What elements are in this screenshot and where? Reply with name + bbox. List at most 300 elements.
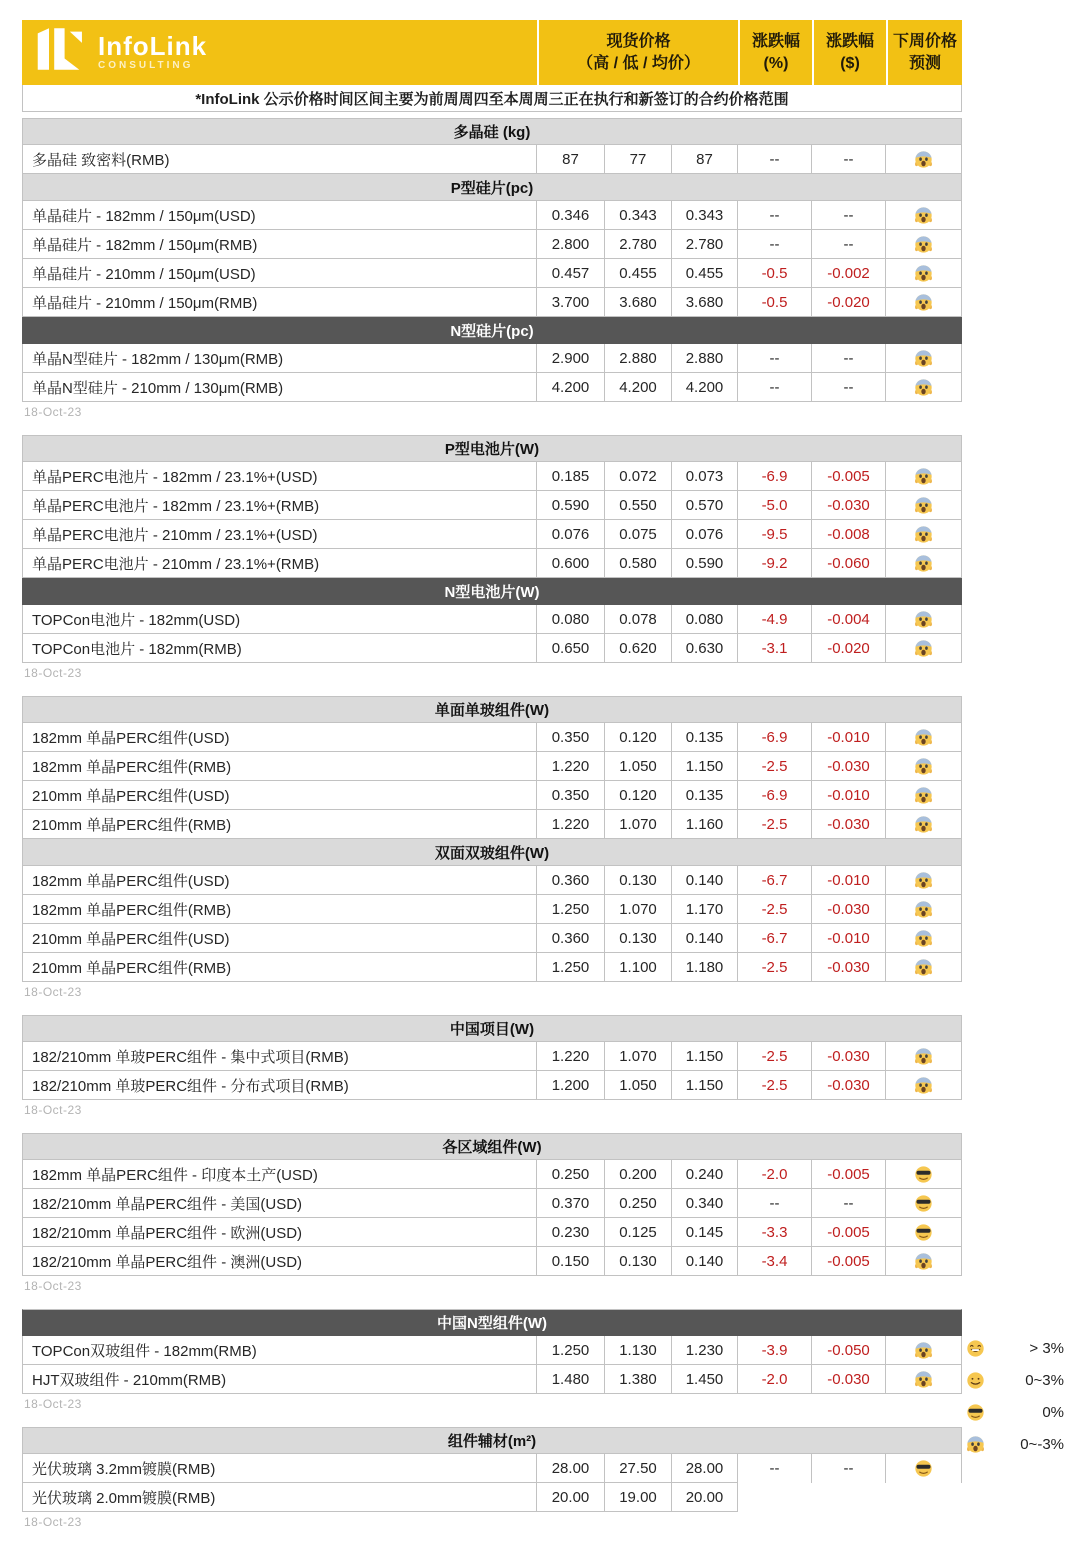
scream-emoji-icon	[914, 1370, 933, 1389]
date-stamp: 18-Oct-23	[24, 1279, 82, 1293]
legend-label: 0%	[1042, 1403, 1064, 1421]
scream-emoji-icon	[914, 639, 933, 658]
change-pct: --	[738, 230, 812, 259]
high-price: 0.360	[537, 866, 605, 895]
legend-label: 0~-3%	[1020, 1435, 1064, 1453]
low-price: 1.070	[605, 895, 672, 924]
scream-emoji-icon	[966, 1435, 985, 1454]
change-pct	[738, 1483, 812, 1512]
scream-emoji-icon	[914, 293, 933, 312]
avg-price: 0.590	[672, 549, 738, 578]
table-row	[22, 145, 962, 174]
high-price: 0.346	[537, 201, 605, 230]
product-label: 单晶PERC电池片 - 210mm / 23.1%+(USD)	[22, 520, 537, 549]
change-pct: -9.2	[738, 549, 812, 578]
change-usd	[812, 1483, 886, 1512]
section-header: N型硅片(pc)	[22, 317, 962, 344]
change-pct: -4.9	[738, 605, 812, 634]
change-pct: -2.0	[738, 1160, 812, 1189]
avg-price: 87	[672, 145, 738, 174]
high-price: 2.800	[537, 230, 605, 259]
product-label: 182/210mm 单晶PERC组件 - 澳洲(USD)	[22, 1247, 537, 1276]
change-usd: --	[812, 201, 886, 230]
product-label: HJT双玻组件 - 210mm(RMB)	[22, 1365, 537, 1394]
high-price: 3.700	[537, 288, 605, 317]
high-price: 0.600	[537, 549, 605, 578]
change-pct: -6.9	[738, 462, 812, 491]
low-price: 77	[605, 145, 672, 174]
low-price: 1.070	[605, 810, 672, 839]
product-label: 210mm 单晶PERC组件(RMB)	[22, 953, 537, 982]
price-block	[22, 435, 962, 684]
low-price: 0.078	[605, 605, 672, 634]
date-stamp: 18-Oct-23	[24, 985, 82, 999]
avg-price: 1.170	[672, 895, 738, 924]
high-price: 1.480	[537, 1365, 605, 1394]
high-price: 0.150	[537, 1247, 605, 1276]
high-price: 1.220	[537, 752, 605, 781]
legend-item	[966, 1369, 1064, 1391]
forecast-cell	[886, 344, 962, 373]
scream-emoji-icon	[914, 929, 933, 948]
change-usd: -0.005	[812, 462, 886, 491]
change-usd-subtitle: ($)	[840, 54, 860, 72]
forecast-cell	[886, 373, 962, 402]
low-price: 0.130	[605, 924, 672, 953]
change-usd: -0.030	[812, 752, 886, 781]
change-pct: -3.1	[738, 634, 812, 663]
table-row	[22, 1042, 962, 1071]
change-pct: -0.5	[738, 259, 812, 288]
change-usd: -0.030	[812, 810, 886, 839]
avg-price: 1.150	[672, 1071, 738, 1100]
change-usd: -0.010	[812, 723, 886, 752]
change-pct: -6.9	[738, 781, 812, 810]
avg-price: 20.00	[672, 1483, 738, 1512]
high-price: 0.230	[537, 1218, 605, 1247]
table-row	[22, 201, 962, 230]
avg-price: 0.630	[672, 634, 738, 663]
high-price: 20.00	[537, 1483, 605, 1512]
section-header: 各区域组件(W)	[22, 1133, 962, 1160]
grin-emoji-icon	[966, 1339, 985, 1358]
product-label: 182mm 单晶PERC组件(RMB)	[22, 895, 537, 924]
table-row	[22, 1336, 962, 1365]
cool-emoji-icon	[914, 1459, 933, 1478]
change-usd: -0.020	[812, 634, 886, 663]
scream-emoji-icon	[914, 1252, 933, 1271]
high-price: 0.590	[537, 491, 605, 520]
table-row	[22, 491, 962, 520]
forecast-cell	[886, 1483, 962, 1512]
price-block	[22, 1427, 962, 1533]
change-pct: -2.5	[738, 810, 812, 839]
change-usd: -0.005	[812, 1247, 886, 1276]
avg-price: 1.160	[672, 810, 738, 839]
low-price: 2.780	[605, 230, 672, 259]
forecast-cell	[886, 1189, 962, 1218]
avg-price: 0.073	[672, 462, 738, 491]
change-pct-title: 涨跌幅	[751, 32, 800, 50]
table-row	[22, 1247, 962, 1276]
price-block	[22, 696, 962, 1003]
low-price: 0.130	[605, 866, 672, 895]
brand-name: InfoLink	[98, 31, 208, 61]
table-row	[22, 953, 962, 982]
low-price: 19.00	[605, 1483, 672, 1512]
section-header: 组件辅材(m²)	[22, 1427, 962, 1454]
table-row	[22, 259, 962, 288]
change-usd: -0.010	[812, 866, 886, 895]
low-price: 2.880	[605, 344, 672, 373]
change-pct: -2.5	[738, 752, 812, 781]
table-row	[22, 1160, 962, 1189]
low-price: 27.50	[605, 1454, 672, 1483]
forecast-cell	[886, 1336, 962, 1365]
avg-price: 2.880	[672, 344, 738, 373]
forecast-title: 下周价格	[892, 32, 957, 50]
high-price: 1.220	[537, 1042, 605, 1071]
forecast-cell	[886, 924, 962, 953]
change-pct: -6.9	[738, 723, 812, 752]
disclaimer-note: *InfoLink 公示价格时间区间主要为前周周四至本周周三正在执行和新签订的合约价格范围	[22, 85, 962, 112]
scream-emoji-icon	[914, 900, 933, 919]
high-price: 0.457	[537, 259, 605, 288]
change-pct: -3.4	[738, 1247, 812, 1276]
product-label: 单晶PERC电池片 - 182mm / 23.1%+(RMB)	[22, 491, 537, 520]
low-price: 0.550	[605, 491, 672, 520]
high-price: 0.650	[537, 634, 605, 663]
section-header: 双面双玻组件(W)	[22, 839, 962, 866]
product-label: 光伏玻璃 3.2mm镀膜(RMB)	[22, 1454, 537, 1483]
column-header-spot-price	[537, 20, 738, 85]
change-pct: --	[738, 1454, 812, 1483]
change-pct: -0.5	[738, 288, 812, 317]
forecast-cell	[886, 953, 962, 982]
avg-price: 1.180	[672, 953, 738, 982]
table-row	[22, 1454, 962, 1483]
logo-text	[98, 33, 207, 72]
change-usd: -0.030	[812, 1071, 886, 1100]
change-pct: -6.7	[738, 866, 812, 895]
forecast-cell	[886, 866, 962, 895]
section-header: 单面单玻组件(W)	[22, 696, 962, 723]
forecast-cell	[886, 491, 962, 520]
table-row	[22, 752, 962, 781]
scream-emoji-icon	[914, 958, 933, 977]
scream-emoji-icon	[914, 467, 933, 486]
product-label: 单晶硅片 - 210mm / 150μm(USD)	[22, 259, 537, 288]
change-pct: -2.5	[738, 1042, 812, 1071]
avg-price: 0.135	[672, 723, 738, 752]
column-header-change-pct	[738, 20, 812, 85]
product-label: 单晶PERC电池片 - 182mm / 23.1%+(USD)	[22, 462, 537, 491]
cool-emoji-icon	[914, 1194, 933, 1213]
scream-emoji-icon	[914, 378, 933, 397]
high-price: 0.360	[537, 924, 605, 953]
legend-label: 0~3%	[1025, 1371, 1064, 1389]
table-row	[22, 810, 962, 839]
forecast-cell	[886, 895, 962, 924]
table-row	[22, 344, 962, 373]
scream-emoji-icon	[914, 728, 933, 747]
low-price: 1.050	[605, 1071, 672, 1100]
change-usd: -0.008	[812, 520, 886, 549]
product-label: 182/210mm 单玻PERC组件 - 集中式项目(RMB)	[22, 1042, 537, 1071]
date-stamp: 18-Oct-23	[24, 1515, 82, 1529]
high-price: 28.00	[537, 1454, 605, 1483]
change-usd: --	[812, 1454, 886, 1483]
low-price: 3.680	[605, 288, 672, 317]
table-row	[22, 924, 962, 953]
avg-price: 1.150	[672, 1042, 738, 1071]
product-label: 单晶硅片 - 210mm / 150μm(RMB)	[22, 288, 537, 317]
product-label: 210mm 单晶PERC组件(RMB)	[22, 810, 537, 839]
date-stamp: 18-Oct-23	[24, 1103, 82, 1117]
product-label: 182/210mm 单玻PERC组件 - 分布式项目(RMB)	[22, 1071, 537, 1100]
scream-emoji-icon	[914, 554, 933, 573]
change-usd: -0.005	[812, 1160, 886, 1189]
product-label: 光伏玻璃 2.0mm镀膜(RMB)	[22, 1483, 537, 1512]
forecast-cell	[886, 259, 962, 288]
high-price: 1.200	[537, 1071, 605, 1100]
high-price: 0.350	[537, 723, 605, 752]
avg-price: 0.570	[672, 491, 738, 520]
avg-price: 1.450	[672, 1365, 738, 1394]
low-price: 0.620	[605, 634, 672, 663]
table-row	[22, 866, 962, 895]
product-label: TOPCon电池片 - 182mm(RMB)	[22, 634, 537, 663]
forecast-cell	[886, 752, 962, 781]
forecast-cell	[886, 810, 962, 839]
table-row	[22, 895, 962, 924]
low-price: 0.075	[605, 520, 672, 549]
change-usd: -0.030	[812, 1365, 886, 1394]
low-price: 0.120	[605, 723, 672, 752]
change-pct: -3.3	[738, 1218, 812, 1247]
change-pct-subtitle: (%)	[763, 54, 789, 72]
change-usd: -0.030	[812, 1042, 886, 1071]
forecast-cell	[886, 781, 962, 810]
change-usd: --	[812, 344, 886, 373]
scream-emoji-icon	[914, 871, 933, 890]
price-blocks	[22, 118, 962, 1533]
product-label: 182mm 单晶PERC组件(RMB)	[22, 752, 537, 781]
change-pct: -2.0	[738, 1365, 812, 1394]
table-row	[22, 1071, 962, 1100]
low-price: 4.200	[605, 373, 672, 402]
scream-emoji-icon	[914, 235, 933, 254]
scream-emoji-icon	[914, 757, 933, 776]
column-header-change-usd	[812, 20, 886, 85]
scream-emoji-icon	[914, 349, 933, 368]
avg-price: 3.680	[672, 288, 738, 317]
legend-item	[966, 1337, 1064, 1359]
forecast-cell	[886, 1454, 962, 1483]
change-pct: -3.9	[738, 1336, 812, 1365]
avg-price: 0.340	[672, 1189, 738, 1218]
avg-price: 0.140	[672, 1247, 738, 1276]
avg-price: 1.150	[672, 752, 738, 781]
scream-emoji-icon	[914, 264, 933, 283]
avg-price: 0.135	[672, 781, 738, 810]
price-block	[22, 1133, 962, 1297]
forecast-cell	[886, 1071, 962, 1100]
table-row	[22, 634, 962, 663]
table-row	[22, 520, 962, 549]
forecast-cell	[886, 1042, 962, 1071]
product-label: 单晶N型硅片 - 210mm / 130μm(RMB)	[22, 373, 537, 402]
scream-emoji-icon	[914, 786, 933, 805]
table-row	[22, 549, 962, 578]
table-row	[22, 462, 962, 491]
scream-emoji-icon	[914, 1076, 933, 1095]
forecast-cell	[886, 520, 962, 549]
cool-emoji-icon	[914, 1165, 933, 1184]
change-usd: -0.010	[812, 924, 886, 953]
product-label: 210mm 单晶PERC组件(USD)	[22, 924, 537, 953]
change-usd-title: 涨跌幅	[825, 32, 874, 50]
forecast-cell	[886, 723, 962, 752]
change-pct: -6.7	[738, 924, 812, 953]
avg-price: 0.240	[672, 1160, 738, 1189]
forecast-cell	[886, 1218, 962, 1247]
high-price: 1.250	[537, 895, 605, 924]
avg-price: 28.00	[672, 1454, 738, 1483]
change-pct: --	[738, 201, 812, 230]
high-price: 4.200	[537, 373, 605, 402]
low-price: 0.455	[605, 259, 672, 288]
change-pct: -9.5	[738, 520, 812, 549]
date-stamp: 18-Oct-23	[24, 666, 82, 680]
cool-emoji-icon	[914, 1223, 933, 1242]
section-header: 中国项目(W)	[22, 1015, 962, 1042]
product-label: TOPCon双玻组件 - 182mm(RMB)	[22, 1336, 537, 1365]
low-price: 0.250	[605, 1189, 672, 1218]
high-price: 1.250	[537, 1336, 605, 1365]
change-usd: -0.030	[812, 895, 886, 924]
change-usd: --	[812, 230, 886, 259]
change-usd: -0.030	[812, 953, 886, 982]
table-row	[22, 1483, 962, 1512]
forecast-cell	[886, 1365, 962, 1394]
price-table	[22, 20, 962, 1545]
forecast-cell	[886, 145, 962, 174]
high-price: 1.250	[537, 953, 605, 982]
avg-price: 0.145	[672, 1218, 738, 1247]
section-header: 中国N型组件(W)	[22, 1309, 962, 1336]
smile-emoji-icon	[966, 1371, 985, 1390]
change-pct: -2.5	[738, 953, 812, 982]
change-pct: --	[738, 1189, 812, 1218]
date-stamp: 18-Oct-23	[24, 1397, 82, 1411]
product-label: 单晶硅片 - 182mm / 150μm(USD)	[22, 201, 537, 230]
change-pct: -2.5	[738, 895, 812, 924]
legend-label: > 3%	[1029, 1339, 1064, 1357]
scream-emoji-icon	[914, 496, 933, 515]
change-usd: --	[812, 1189, 886, 1218]
price-block	[22, 118, 962, 423]
price-block	[22, 1309, 962, 1415]
change-usd: -0.002	[812, 259, 886, 288]
scream-emoji-icon	[914, 525, 933, 544]
forecast-cell	[886, 634, 962, 663]
scream-emoji-icon	[914, 815, 933, 834]
low-price: 1.070	[605, 1042, 672, 1071]
change-usd: --	[812, 373, 886, 402]
high-price: 1.220	[537, 810, 605, 839]
low-price: 0.200	[605, 1160, 672, 1189]
forecast-cell	[886, 549, 962, 578]
forecast-cell	[886, 605, 962, 634]
product-label: 210mm 单晶PERC组件(USD)	[22, 781, 537, 810]
spot-price-title: 现货价格	[606, 32, 671, 50]
product-label: 182/210mm 单晶PERC组件 - 欧洲(USD)	[22, 1218, 537, 1247]
low-price: 1.130	[605, 1336, 672, 1365]
section-header: 多晶硅 (kg)	[22, 118, 962, 145]
forecast-subtitle: 预测	[908, 54, 941, 72]
table-row	[22, 288, 962, 317]
brand-subtitle: CONSULTING	[98, 60, 194, 71]
table-row	[22, 605, 962, 634]
change-usd: -0.004	[812, 605, 886, 634]
high-price: 2.900	[537, 344, 605, 373]
product-label: 182mm 单晶PERC组件(USD)	[22, 866, 537, 895]
product-label: 182mm 单晶PERC组件(USD)	[22, 723, 537, 752]
product-label: 单晶N型硅片 - 182mm / 130μm(RMB)	[22, 344, 537, 373]
change-usd: -0.010	[812, 781, 886, 810]
infolink-logo-icon	[36, 27, 88, 78]
forecast-cell	[886, 201, 962, 230]
spot-price-subtitle: （高 / 低 / 均价）	[577, 54, 700, 72]
table-header-band	[22, 20, 962, 85]
price-block	[22, 1015, 962, 1121]
avg-price: 4.200	[672, 373, 738, 402]
low-price: 1.050	[605, 752, 672, 781]
high-price: 87	[537, 145, 605, 174]
change-usd: --	[812, 145, 886, 174]
high-price: 0.185	[537, 462, 605, 491]
avg-price: 0.455	[672, 259, 738, 288]
product-label: 单晶硅片 - 182mm / 150μm(RMB)	[22, 230, 537, 259]
legend-item	[966, 1433, 1064, 1455]
section-header: N型电池片(W)	[22, 578, 962, 605]
avg-price: 2.780	[672, 230, 738, 259]
avg-price: 0.343	[672, 201, 738, 230]
forecast-cell	[886, 1247, 962, 1276]
section-header: P型硅片(pc)	[22, 174, 962, 201]
low-price: 0.125	[605, 1218, 672, 1247]
low-price: 0.343	[605, 201, 672, 230]
avg-price: 1.230	[672, 1336, 738, 1365]
change-usd: -0.005	[812, 1218, 886, 1247]
change-usd: -0.020	[812, 288, 886, 317]
date-stamp: 18-Oct-23	[24, 405, 82, 419]
avg-price: 0.140	[672, 924, 738, 953]
product-label: TOPCon电池片 - 182mm(USD)	[22, 605, 537, 634]
legend-item	[966, 1401, 1064, 1423]
high-price: 0.370	[537, 1189, 605, 1218]
low-price: 0.120	[605, 781, 672, 810]
change-pct: --	[738, 373, 812, 402]
change-usd: -0.050	[812, 1336, 886, 1365]
table-row	[22, 1189, 962, 1218]
table-row	[22, 723, 962, 752]
logo-cell	[22, 20, 537, 85]
product-label: 多晶硅 致密料(RMB)	[22, 145, 537, 174]
table-row	[22, 230, 962, 259]
scream-emoji-icon	[914, 610, 933, 629]
